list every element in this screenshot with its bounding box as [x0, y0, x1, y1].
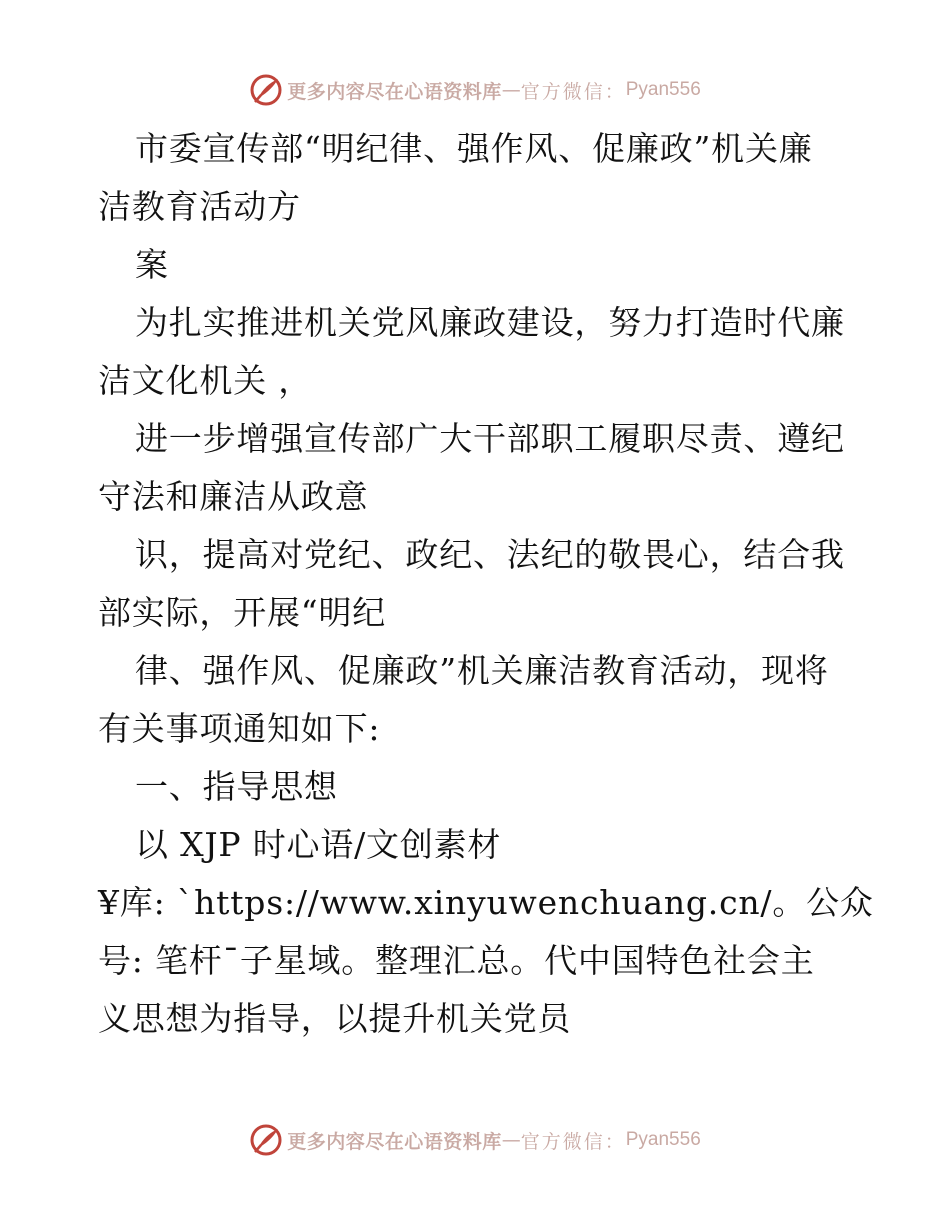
doc-paragraph-line: 义思想为指导，以提升机关党员: [98, 999, 572, 1038]
doc-paragraph-line: 洁文化机关 ，: [98, 361, 313, 400]
watermark-wechat-id: Pyan556: [625, 79, 701, 100]
watermark-slogan: 更多内容尽在心语资料库: [287, 80, 502, 103]
doc-paragraph-line: 律、强作风、促廉政”机关廉洁教育活动，现将: [135, 651, 829, 690]
doc-title-line-3: 案: [135, 245, 169, 284]
watermark-wechat-label: 官方微信：: [520, 1130, 626, 1153]
watermark-separator: —: [501, 79, 521, 101]
doc-paragraph-line: ¥库: `https://www.xinyuwenchuang.cn/。公众: [98, 883, 874, 922]
watermark-header: [0, 70, 950, 110]
watermark-wechat-id: Pyan556: [625, 1129, 701, 1150]
watermark-footer: [0, 1120, 950, 1160]
watermark-slogan: 更多内容尽在心语资料库: [287, 1130, 502, 1153]
document-body: [98, 120, 874, 1048]
doc-title-line-2: 洁教育活动方: [98, 187, 301, 226]
doc-paragraph-line: 为扎实推进机关党风廉政建设，努力打造时代廉: [135, 303, 845, 342]
doc-paragraph-line: 部实际，开展“明纪: [98, 593, 387, 632]
watermark-separator: —: [501, 1129, 521, 1151]
doc-paragraph-line: 以 XJP 时心语/文创素材: [135, 825, 502, 864]
watermark-wechat-label: 官方微信：: [520, 80, 626, 103]
doc-paragraph-line: 号: 笔杆¯子星域。整理汇总。代中国特色社会主: [98, 941, 815, 980]
doc-title-line-1: 市委宣传部“明纪律、强作风、促廉政”机关廉: [135, 129, 813, 168]
doc-section-heading: 一、指导思想: [135, 767, 338, 806]
doc-paragraph-line: 进一步增强宣传部广大干部职工履职尽责、遵纪: [135, 419, 845, 458]
doc-paragraph-line: 守法和廉洁从政意: [98, 477, 369, 516]
feather-pen-logo-icon: [249, 73, 283, 107]
doc-paragraph-line: 有关事项通知如下:: [98, 709, 381, 748]
doc-paragraph-line: 识，提高对党纪、政纪、法纪的敬畏心，结合我: [135, 535, 845, 574]
feather-pen-logo-icon: [249, 1123, 283, 1157]
